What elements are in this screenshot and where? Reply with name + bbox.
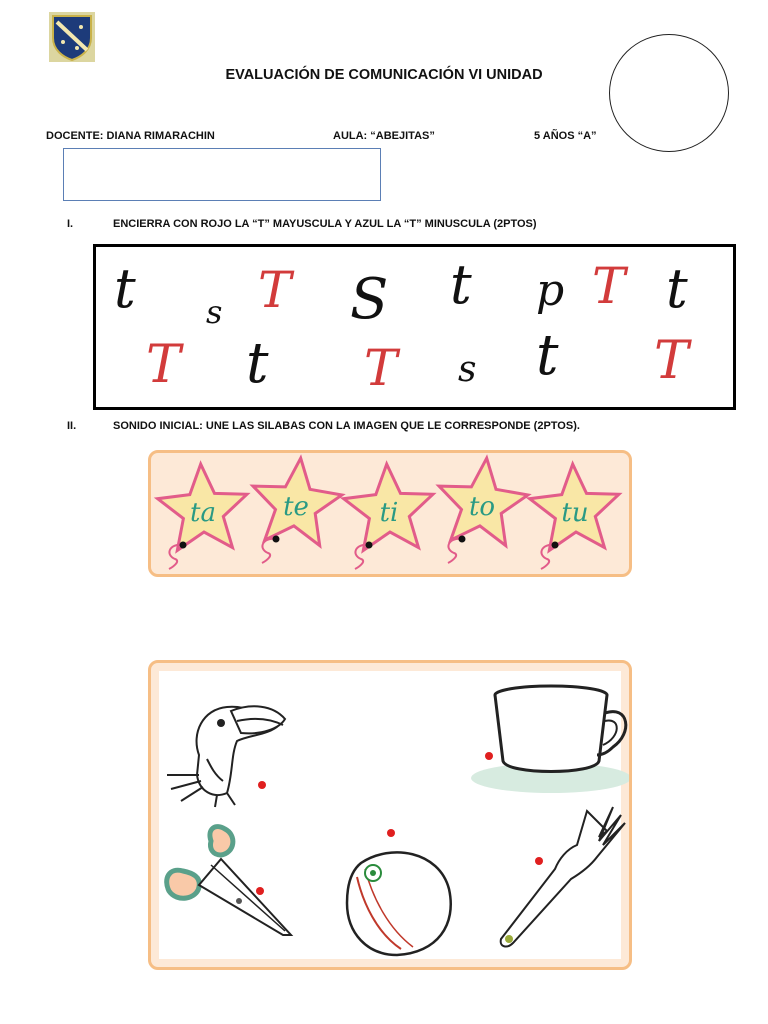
syllable-star-tu [530,464,619,569]
star-dot[interactable] [366,542,373,549]
letter-item[interactable]: T [258,261,292,319]
letter-item[interactable]: p [536,265,565,316]
letter-item[interactable]: t [114,257,136,320]
letter-item[interactable]: t [666,257,688,320]
star-dot[interactable] [180,542,187,549]
syllable-star-to [439,458,528,563]
section1-instruction: ENCIERRA CON ROJO LA “T” MAYUSCULA Y AZUL LA “T” MINUSCULA (2PTOS) [113,218,537,230]
letters-exercise-box [93,244,736,410]
syllable-star-ti [344,464,433,569]
teacher-label: DOCENTE: DIANA RIMARACHIN [46,130,215,142]
dot-marker[interactable] [485,752,493,760]
syllable-label: ta [190,498,216,528]
dot-marker[interactable] [535,857,543,865]
dot-marker[interactable] [387,829,395,837]
images-panel [148,660,632,970]
section2-instruction: SONIDO INICIAL: UNE LAS SILABAS CON LA IMAGEN QUE LE CORRESPONDE (2PTOS). [113,420,580,432]
scissors-image [167,827,291,935]
syllable-star-ta [158,464,247,569]
syllable-star-te [253,458,342,563]
letter-item[interactable]: s [458,349,477,390]
letter-item[interactable]: t [536,323,559,388]
letter-item[interactable]: T [592,257,626,315]
star-dot[interactable] [459,536,466,543]
star-tail [262,539,276,563]
fork-image [501,807,625,946]
letter-item[interactable]: T [654,331,689,391]
syllable-label: ti [379,498,399,528]
star-dot[interactable] [273,536,280,543]
images-svg [151,663,629,967]
dot-marker[interactable] [258,781,266,789]
toucan-image [167,706,285,807]
letter-item[interactable]: T [364,339,398,397]
photo-circle [609,34,729,152]
letter-item[interactable]: t [450,253,472,316]
orange-image [347,852,451,955]
syllables-panel [148,450,632,577]
section2-number: II. [67,420,77,432]
syllable-label: te [283,492,309,522]
school-crest-logo [49,12,95,62]
page-title: EVALUACIÓN DE COMUNICACIÓN VI UNIDAD [225,67,543,83]
classroom-label: AULA: “ABEJITAS” [333,130,435,142]
syllable-label: tu [561,498,589,528]
grade-label: 5 AÑOS “A” [534,130,597,142]
letter-item[interactable]: T [146,335,181,395]
section1-number: I. [67,218,74,230]
letter-item[interactable]: s [206,293,223,331]
cup-image [471,686,629,793]
letter-item[interactable]: S [350,267,389,332]
letter-item[interactable]: t [246,331,269,396]
star-dot[interactable] [552,542,559,549]
star-tail [448,539,462,563]
student-name-box[interactable] [63,148,381,201]
syllable-label: to [468,492,496,522]
dot-marker[interactable] [256,887,264,895]
stars-svg [151,453,629,574]
